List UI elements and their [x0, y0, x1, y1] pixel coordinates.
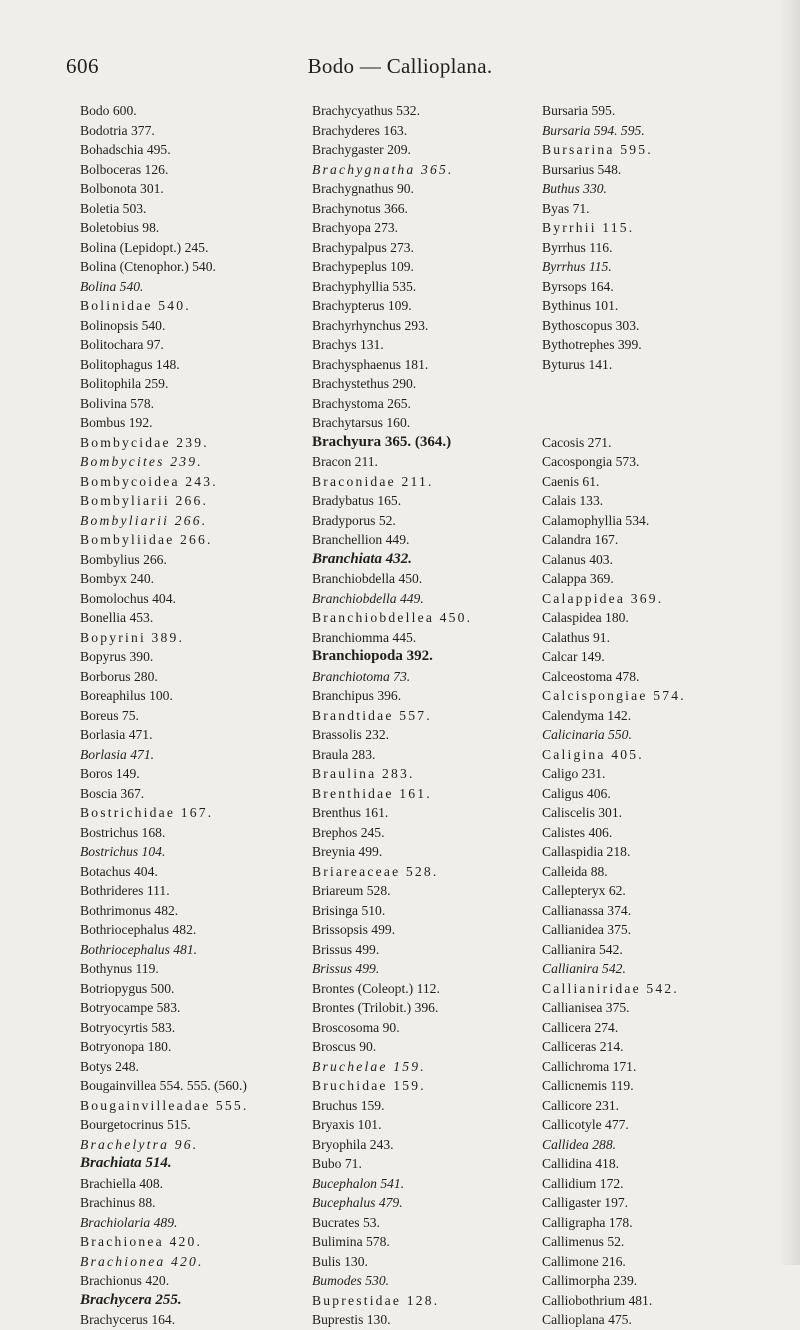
index-entry: Callianira 542.: [542, 961, 626, 976]
index-entry: Brachiella 408.: [80, 1175, 164, 1191]
index-entry: Boros 149.: [80, 766, 140, 781]
index-entry: Bostrichus 104.: [80, 844, 166, 859]
index-entry: Breynia 499.: [312, 844, 383, 859]
index-entry: Brachystethus 290.: [312, 376, 417, 391]
index-entry: Brachionus 420.: [80, 1273, 170, 1288]
index-entry: Callioplana 475.: [542, 1312, 632, 1327]
index-entry: Boreus 75.: [80, 707, 139, 723]
index-entry: Callicore 231.: [542, 1097, 620, 1113]
index-entry: Bolinidae 540.: [80, 298, 191, 313]
index-entry: Bodotria 377.: [80, 122, 155, 138]
index-entry: Bougainvilleadae 555.: [80, 1097, 249, 1113]
index-entry: Buthus 330.: [542, 181, 607, 196]
index-entry: Brachiolaria 489.: [80, 1214, 178, 1230]
index-entry: Brachyopa 273.: [312, 220, 399, 235]
index-entry: Bolbonota 301.: [80, 181, 164, 196]
index-entry: Branchellion 449.: [312, 532, 410, 547]
index-entry: Calanus 403.: [542, 551, 613, 567]
index-entry: Bombyliarii 266.: [80, 493, 209, 508]
index-entry: Calappidea 369.: [542, 590, 664, 606]
index-entry: Broscus 90.: [312, 1039, 377, 1054]
index-entry: Calligaster 197.: [542, 1195, 629, 1210]
index-entry: Brachypeplus 109.: [312, 259, 414, 274]
index-entry: Borlasia 471.: [80, 727, 153, 742]
index-entry: Calcar 149.: [542, 649, 605, 664]
index-entry: Bryophila 243.: [312, 1136, 394, 1152]
index-entry: Calistes 406.: [542, 824, 613, 840]
index-entry: Brachygnatha 365.: [312, 161, 454, 177]
index-entry: Brephos 245.: [312, 824, 385, 840]
index-entry: Brachelytra 96.: [80, 1136, 199, 1152]
index-entry: Callicera 274.: [542, 1019, 619, 1035]
index-entry: Brenthidae 161.: [312, 785, 432, 801]
index-entry: Calliceras 214.: [542, 1039, 624, 1054]
column-gap: [542, 374, 787, 394]
index-entry: Brachyrhynchus 293.: [312, 317, 429, 333]
index-entry: Brissus 499.: [312, 941, 380, 957]
index-entry: Brachysphaenus 181.: [312, 356, 429, 372]
index-entry: Bumodes 530.: [312, 1273, 390, 1288]
index-entry: Bursaria 595.: [542, 103, 616, 118]
index-entry: Borborus 280.: [80, 668, 158, 684]
index-entry: Bradyporus 52.: [312, 512, 396, 528]
index-entry: Bourgetocrinus 515.: [80, 1117, 191, 1132]
index-entry: Bodo 600.: [80, 103, 137, 118]
index-entry: Bombycoidea 243.: [80, 473, 218, 489]
index-entry: Bolinopsis 540.: [80, 317, 166, 333]
index-entry: Branchiotoma 73.: [312, 668, 411, 684]
index-entry: Bolina (Ctenophor.) 540.: [80, 259, 216, 274]
index-entry: Caligus 406.: [542, 785, 611, 801]
index-entry: Bombyliidae 266.: [80, 532, 213, 547]
index-entry: Calathus 91.: [542, 629, 610, 645]
index-entry: Callidium 172.: [542, 1175, 624, 1191]
index-entry: Brassolis 232.: [312, 727, 390, 742]
index-entry: Braconidae 211.: [312, 473, 434, 489]
index-entry: Brachinus 88.: [80, 1195, 156, 1210]
index-entry: Bothriocephalus 482.: [80, 922, 197, 937]
index-entry: Calais 133.: [542, 493, 604, 508]
index-entry: Bothrideres 111.: [80, 883, 170, 898]
index-entry: Calleida 88.: [542, 863, 608, 879]
index-entry: Brachycerus 164.: [80, 1312, 176, 1327]
index-entry: Broscosoma 90.: [312, 1019, 400, 1035]
column-gap: [542, 413, 787, 433]
index-entry: Brachyphyllia 535.: [312, 278, 417, 294]
index-entry: Calcispongiae 574.: [542, 688, 686, 703]
index-entry: Brachygaster 209.: [312, 142, 411, 157]
index-entry: Boletobius 98.: [80, 220, 160, 235]
index-entry: Botryocyrtis 583.: [80, 1019, 176, 1035]
index-column-1: [80, 101, 325, 1330]
index-entry: Bostrichus 168.: [80, 824, 166, 840]
index-entry: Branchipus 396.: [312, 688, 402, 703]
index-entry: Brachycera 255.: [80, 1291, 182, 1308]
index-entry: Bombyliarii 266.: [80, 512, 208, 528]
index-entry: Callimenus 52.: [542, 1234, 625, 1249]
index-entry: Bombylius 266.: [80, 551, 167, 567]
index-entry: Braulina 283.: [312, 766, 415, 781]
index-entry: Bradybatus 165.: [312, 493, 402, 508]
index-entry: Brandtidae 557.: [312, 707, 432, 723]
index-entry: Bucrates 53.: [312, 1214, 380, 1230]
index-entry: Bolitophila 259.: [80, 376, 169, 391]
index-entry: Caligo 231.: [542, 766, 606, 781]
index-entry: Bruchus 159.: [312, 1097, 385, 1113]
index-entry: Bombycites 239.: [80, 454, 203, 469]
index-entry: Briareaceae 528.: [312, 863, 439, 879]
index-entry: Byrrhii 115.: [542, 220, 635, 235]
index-entry: Botys 248.: [80, 1058, 139, 1074]
index-entry: Bursarius 548.: [542, 161, 622, 177]
index-entry: Callepteryx 62.: [542, 883, 626, 898]
index-entry: Branchiobdella 450.: [312, 571, 423, 586]
index-entry: Bolitophagus 148.: [80, 356, 180, 372]
index-entry: Brissus 499.: [312, 961, 380, 976]
index-entry: Calligrapha 178.: [542, 1214, 633, 1230]
index-entry: Bolina 540.: [80, 278, 144, 294]
index-entry: Bothrimonus 482.: [80, 902, 179, 918]
running-title: Bodo — Callioplana.: [307, 54, 493, 78]
index-entry: Bulimina 578.: [312, 1234, 390, 1249]
index-entry: Calamophyllia 534.: [542, 512, 650, 528]
index-entry: Botryonopa 180.: [80, 1039, 172, 1054]
index-entry: Bulis 130.: [312, 1253, 368, 1269]
index-entry: Callaspidia 218.: [542, 844, 631, 859]
index-entry: Bombyx 240.: [80, 571, 155, 586]
column-gap: [542, 394, 787, 414]
index-entry: Bothynus 119.: [80, 961, 159, 976]
index-entry: Bonellia 453.: [80, 610, 154, 625]
index-column-3: [542, 101, 787, 1330]
index-entry: Brachystoma 265.: [312, 395, 411, 411]
index-entry: Calliobothrium 481.: [542, 1292, 653, 1308]
index-entry: Botryocampe 583.: [80, 1000, 181, 1015]
index-entry: Bursaria 594. 595.: [542, 122, 645, 138]
index-entry: Briareum 528.: [312, 883, 391, 898]
index-entry: Bythotrephes 399.: [542, 337, 642, 352]
index-entry: Bombus 192.: [80, 415, 153, 430]
index-entry: Callidea 288.: [542, 1136, 617, 1152]
index-entry: Calandra 167.: [542, 532, 619, 547]
index-entry: Bubo 71.: [312, 1156, 362, 1171]
index-entry: Calceostoma 478.: [542, 668, 640, 684]
index-entry: Bothriocephalus 481.: [80, 941, 198, 957]
index-entry: Branchiobdella 449.: [312, 590, 424, 606]
index-entry: Calaspidea 180.: [542, 610, 629, 625]
index-entry: Cacospongia 573.: [542, 454, 640, 469]
index-entry: Bracon 211.: [312, 454, 378, 469]
index-entry: Brachypterus 109.: [312, 298, 412, 313]
index-entry: Branchiopoda 392.: [312, 648, 433, 664]
index-entry: Callianisea 375.: [542, 1000, 630, 1015]
index-entry: Botriopygus 500.: [80, 980, 175, 996]
index-entry: Branchiobdellea 450.: [312, 610, 473, 625]
index-entry: Bougainvillea 554. 555. (560.): [80, 1078, 247, 1093]
index-entry: Caenis 61.: [542, 473, 600, 489]
index-entry: Calendyma 142.: [542, 707, 632, 723]
index-entry: Brachiata 514.: [80, 1155, 172, 1171]
index-entry: Bucephalon 541.: [312, 1175, 405, 1191]
index-entry: Buprestis 130.: [312, 1312, 391, 1327]
index-entry: Byrrhus 116.: [542, 239, 613, 255]
index-entry: Boscia 367.: [80, 785, 145, 801]
index-entry: Bythinus 101.: [542, 298, 619, 313]
index-column-2: [312, 101, 557, 1330]
index-entry: Branchiomma 445.: [312, 629, 417, 645]
index-entry: Bopyrus 390.: [80, 649, 154, 664]
index-entry: Brontes (Coleopt.) 112.: [312, 980, 440, 996]
index-entry: Bolboceras 126.: [80, 161, 169, 177]
page-edge-shadow: [778, 0, 800, 1265]
index-entry: Bythoscopus 303.: [542, 317, 640, 333]
index-entry: Byrsops 164.: [542, 278, 614, 294]
index-entry: Callimorpha 239.: [542, 1273, 638, 1288]
index-entry: Bomolochus 404.: [80, 590, 176, 606]
index-entry: Callianira 542.: [542, 941, 623, 957]
index-entry: Brachygnathus 90.: [312, 181, 414, 196]
index-entry: Branchiata 432.: [312, 550, 413, 567]
page-number: 606: [66, 54, 99, 78]
index-entry: Bruchidae 159.: [312, 1078, 426, 1093]
index-entry: Callichroma 171.: [542, 1058, 637, 1074]
index-entry: Bolina (Lepidopt.) 245.: [80, 239, 209, 255]
index-entry: Cacosis 271.: [542, 434, 612, 450]
index-entry: Bryaxis 101.: [312, 1117, 382, 1132]
index-entry: Bombycidae 239.: [80, 434, 209, 450]
index-entry: Brachionea 420.: [80, 1253, 204, 1269]
index-entry: Caligina 405.: [542, 746, 644, 762]
index-entry: Brachypalpus 273.: [312, 239, 414, 255]
index-entry: Bolitochara 97.: [80, 337, 164, 352]
index-entry: Bruchelae 159.: [312, 1058, 426, 1074]
index-entry: Bostrichidae 167.: [80, 805, 214, 820]
index-entry: Caliscelis 301.: [542, 805, 623, 820]
index-entry: Bucephalus 479.: [312, 1195, 403, 1210]
index-entry: Braula 283.: [312, 746, 376, 762]
index-entry: Brachionea 420.: [80, 1234, 203, 1249]
index-entry: Brissopsis 499.: [312, 922, 396, 937]
index-entry: Brachys 131.: [312, 337, 384, 352]
index-entry: Callicnemis 119.: [542, 1078, 634, 1093]
index-entry: Bopyrini 389.: [80, 629, 185, 645]
index-entry: Byturus 141.: [542, 356, 613, 372]
index-entry: Byas 71.: [542, 200, 590, 216]
index-entry: Callimone 216.: [542, 1253, 626, 1269]
index-entry: Brisinga 510.: [312, 902, 386, 918]
index-entry: Boreaphilus 100.: [80, 688, 173, 703]
index-entry: Botachus 404.: [80, 863, 158, 879]
index-entry: Callianidea 375.: [542, 922, 632, 937]
index-entry: Brachynotus 366.: [312, 200, 408, 216]
index-entry: Bolivina 578.: [80, 395, 155, 411]
index-entry: Callicotyle 477.: [542, 1117, 629, 1132]
index-entry: Callianiridae 542.: [542, 980, 679, 996]
index-entry: Brachyura 365. (364.): [312, 433, 452, 450]
index-entry: Brachytarsus 160.: [312, 415, 411, 430]
index-entry: Calappa 369.: [542, 571, 614, 586]
index-entry: Boletia 503.: [80, 200, 147, 216]
index-entry: Brenthus 161.: [312, 805, 389, 820]
index-entry: Calicinaria 550.: [542, 727, 632, 742]
index-entry: Callidina 418.: [542, 1156, 620, 1171]
index-entry: Byrrhus 115.: [542, 259, 612, 274]
index-entry: Brachycyathus 532.: [312, 103, 420, 118]
index-entry: Bohadschia 495.: [80, 142, 171, 157]
index-entry: Brontes (Trilobit.) 396.: [312, 1000, 439, 1015]
index-entry: Callianassa 374.: [542, 902, 632, 918]
index-entry: Bursarina 595.: [542, 142, 653, 157]
index-entry: Borlasia 471.: [80, 746, 155, 762]
index-entry: Brachyderes 163.: [312, 122, 408, 138]
index-entry: Buprestidae 128.: [312, 1292, 440, 1308]
